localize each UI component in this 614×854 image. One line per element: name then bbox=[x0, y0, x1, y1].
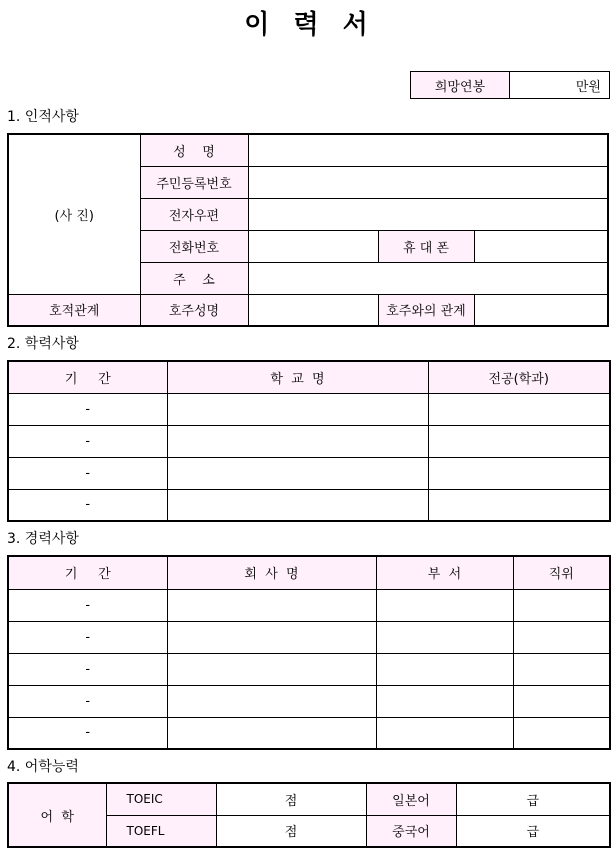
career-period-field[interactable]: - bbox=[8, 653, 167, 685]
career-table bbox=[7, 555, 611, 750]
personal-info-table bbox=[7, 133, 609, 327]
head-relation-label: 호주와의 관계 bbox=[378, 294, 474, 326]
career-position-field[interactable] bbox=[513, 621, 610, 653]
career-company-field[interactable] bbox=[167, 717, 376, 749]
career-company-field[interactable] bbox=[167, 653, 376, 685]
education-header-period: 기 간 bbox=[8, 361, 167, 393]
head-name-label: 호주성명 bbox=[140, 294, 248, 326]
section-personal-heading: 1. 인적사항 bbox=[7, 109, 79, 125]
education-period-field[interactable]: - bbox=[8, 489, 167, 521]
career-department-field[interactable] bbox=[376, 653, 513, 685]
document-title: 이 력 서 bbox=[244, 10, 370, 40]
email-label: 전자우편 bbox=[140, 198, 248, 230]
education-major-field[interactable] bbox=[428, 457, 610, 489]
section-career-heading: 3. 경력사항 bbox=[7, 531, 79, 547]
salary-unit: 만원 bbox=[575, 79, 601, 95]
table-row bbox=[8, 685, 610, 717]
address-label: 주 소 bbox=[140, 262, 248, 294]
toefl-label: TOEFL bbox=[106, 815, 216, 847]
table-row bbox=[8, 717, 610, 749]
phone-label: 전화번호 bbox=[140, 230, 248, 262]
table-row bbox=[8, 621, 610, 653]
name-label: 성 명 bbox=[140, 134, 248, 166]
career-period-field[interactable]: - bbox=[8, 717, 167, 749]
chinese-label: 중국어 bbox=[366, 815, 456, 847]
career-position-field[interactable] bbox=[513, 653, 610, 685]
education-table bbox=[7, 360, 611, 522]
japanese-level-unit: 급 bbox=[526, 793, 540, 809]
career-period-field[interactable]: - bbox=[8, 621, 167, 653]
career-company-field[interactable] bbox=[167, 589, 376, 621]
desired-salary-label: 희망연봉 bbox=[411, 72, 510, 99]
career-header-company: 회 사 명 bbox=[167, 556, 376, 589]
family-relation-label: 호적관계 bbox=[8, 294, 140, 326]
education-major-field[interactable] bbox=[428, 425, 610, 457]
toefl-score-field[interactable] bbox=[216, 815, 366, 847]
table-row bbox=[8, 393, 610, 425]
table-row bbox=[8, 653, 610, 685]
email-field[interactable] bbox=[248, 198, 608, 230]
mobile-field[interactable] bbox=[474, 230, 608, 262]
career-company-field[interactable] bbox=[167, 621, 376, 653]
career-company-field[interactable] bbox=[167, 685, 376, 717]
desired-salary-table bbox=[410, 71, 610, 99]
rrn-label: 주민등록번호 bbox=[140, 166, 248, 198]
education-header-school: 학 교 명 bbox=[167, 361, 428, 393]
education-period-field[interactable]: - bbox=[8, 425, 167, 457]
career-department-field[interactable] bbox=[376, 685, 513, 717]
chinese-level-unit: 급 bbox=[526, 825, 540, 841]
career-position-field[interactable] bbox=[513, 589, 610, 621]
head-relation-field[interactable] bbox=[474, 294, 608, 326]
toeic-label: TOEIC bbox=[106, 783, 216, 815]
education-header-major: 전공(학과) bbox=[428, 361, 610, 393]
desired-salary-field[interactable] bbox=[510, 72, 610, 99]
career-period-field[interactable]: - bbox=[8, 589, 167, 621]
japanese-level-field[interactable] bbox=[456, 783, 610, 815]
language-table bbox=[7, 782, 611, 848]
photo-area[interactable]: (사 진) bbox=[8, 134, 140, 294]
chinese-level-field[interactable] bbox=[456, 815, 610, 847]
career-header-period: 기 간 bbox=[8, 556, 167, 589]
career-department-field[interactable] bbox=[376, 621, 513, 653]
career-department-field[interactable] bbox=[376, 589, 513, 621]
career-period-field[interactable]: - bbox=[8, 685, 167, 717]
education-period-field[interactable]: - bbox=[8, 393, 167, 425]
phone-field[interactable] bbox=[248, 230, 378, 262]
education-major-field[interactable] bbox=[428, 489, 610, 521]
toeic-score-unit: 점 bbox=[284, 793, 298, 809]
section-language-heading: 4. 어학능력 bbox=[7, 759, 79, 775]
toefl-score-unit: 점 bbox=[284, 825, 298, 841]
career-header-position: 직위 bbox=[513, 556, 610, 589]
education-period-field[interactable]: - bbox=[8, 457, 167, 489]
table-row bbox=[8, 489, 610, 521]
mobile-label: 휴 대 폰 bbox=[378, 230, 474, 262]
rrn-field[interactable] bbox=[248, 166, 608, 198]
education-school-field[interactable] bbox=[167, 393, 428, 425]
education-school-field[interactable] bbox=[167, 425, 428, 457]
language-label: 어 학 bbox=[8, 783, 106, 847]
japanese-label: 일본어 bbox=[366, 783, 456, 815]
education-school-field[interactable] bbox=[167, 457, 428, 489]
section-education-heading: 2. 학력사항 bbox=[7, 336, 79, 352]
name-field[interactable] bbox=[248, 134, 608, 166]
career-position-field[interactable] bbox=[513, 717, 610, 749]
toeic-score-field[interactable] bbox=[216, 783, 366, 815]
career-position-field[interactable] bbox=[513, 685, 610, 717]
education-major-field[interactable] bbox=[428, 393, 610, 425]
education-school-field[interactable] bbox=[167, 489, 428, 521]
table-row bbox=[8, 457, 610, 489]
address-field[interactable] bbox=[248, 262, 608, 294]
table-row bbox=[8, 425, 610, 457]
head-name-field[interactable] bbox=[248, 294, 378, 326]
table-row bbox=[8, 589, 610, 621]
career-department-field[interactable] bbox=[376, 717, 513, 749]
career-header-department: 부 서 bbox=[376, 556, 513, 589]
